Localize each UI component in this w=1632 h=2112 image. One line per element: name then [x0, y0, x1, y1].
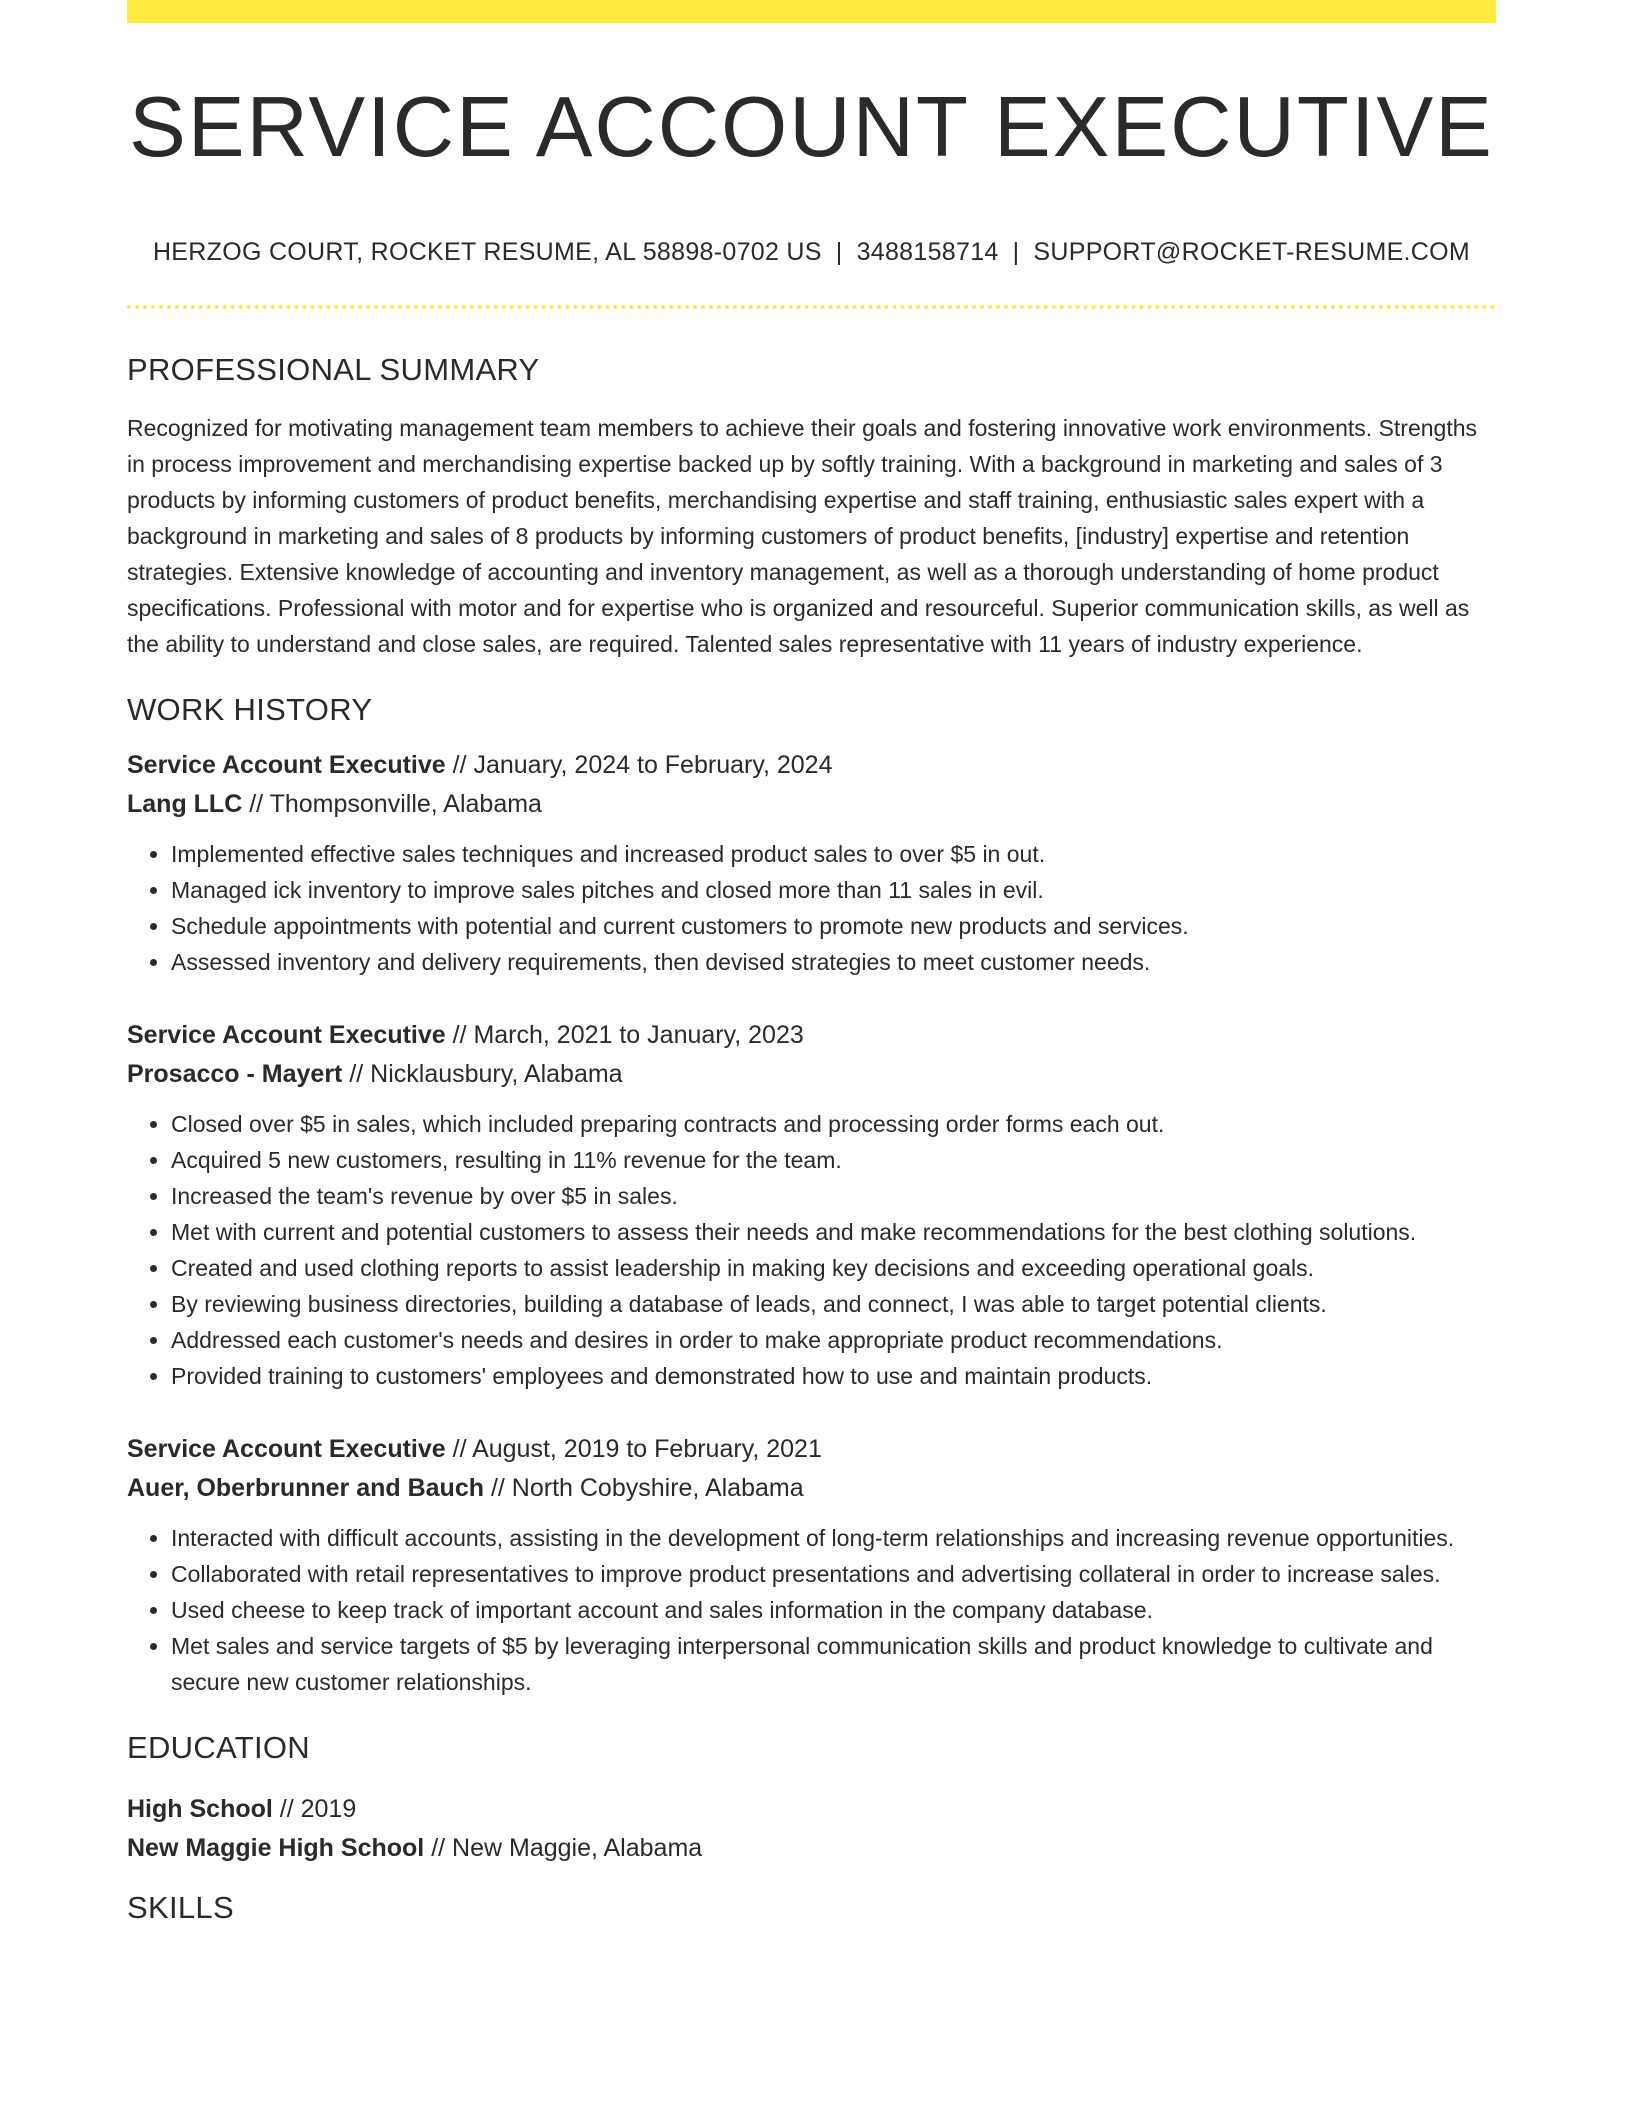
- summary-text: Recognized for motivating management team members to achieve their goals and fostering innovative work environments. Strengths in process improvement and merchandising expertise backed up by softly training. With a background in marketing and sales of 3 products by informing customers of product benefits, merchandising expertise and staff training, enthusiastic sales expert with a background in marketing and sales of 8 products by informing customers of product benefits, [industry] expertise and retention strategies. Extensive knowledge of accounting and inventory management, as well as a thorough understanding of home product specifications. Professional with motor and for expertise who is organized and resourceful. Superior communication skills, as well as the ability to understand and close sales, are required. Talented sales representative with 11 years of industry experience.: [127, 415, 1478, 657]
- list-item: • Interacted with difficult accounts, assisting in the development of long-term relationships and increasing revenue opportunities.: [171, 1520, 1496, 1556]
- job-dates: // August, 2019 to February, 2021: [445, 1435, 822, 1463]
- list-item: • Increased the team's revenue by over $5 in sales.: [171, 1178, 1496, 1214]
- job-dates: // March, 2021 to January, 2023: [445, 1021, 804, 1049]
- resume-body: [127, 350, 1496, 1928]
- education-section: [127, 1728, 1496, 1868]
- job-title: Service Account Executive: [127, 1435, 446, 1463]
- list-item: • Used cheese to keep track of important account and sales information in the company database.: [171, 1592, 1496, 1628]
- job-title: Service Account Executive: [127, 1021, 446, 1049]
- section-heading: PROFESSIONAL SUMMARY: [127, 352, 540, 387]
- education-location: // New Maggie, Alabama: [424, 1834, 703, 1862]
- job-location: // Nicklausbury, Alabama: [342, 1060, 623, 1088]
- list-item: • Met sales and service targets of $5 by leveraging interpersonal communication skills and product knowledge to cultivate and secure new customer relationships.: [171, 1628, 1496, 1700]
- job-company-line: [127, 1055, 1496, 1094]
- education-school: New Maggie High School: [127, 1834, 425, 1862]
- contact-separator: |: [835, 238, 843, 266]
- job-location: // North Cobyshire, Alabama: [484, 1474, 804, 1502]
- education-school-line: [127, 1829, 1496, 1868]
- list-item: • Implemented effective sales techniques and increased product sales to over $5 in out.: [171, 836, 1496, 872]
- job-entry: [127, 1016, 1496, 1394]
- dotted-divider: [127, 305, 1496, 309]
- list-item: • Collaborated with retail representatives to improve product presentations and advertising collateral in order to increase sales.: [171, 1556, 1496, 1592]
- skills-section: [127, 1888, 1496, 1928]
- education-degree: High School: [127, 1795, 273, 1823]
- contact-address: HERZOG COURT, ROCKET RESUME, AL 58898-0702 US: [152, 238, 822, 266]
- section-heading: SKILLS: [127, 1890, 234, 1925]
- list-item: • Managed ick inventory to improve sales pitches and closed more than 11 sales in evil.: [171, 872, 1496, 908]
- education-degree-line: [127, 1790, 1496, 1829]
- contact-email[interactable]: SUPPORT@ROCKET-RESUME.COM: [1033, 238, 1471, 266]
- education-year: // 2019: [272, 1795, 357, 1823]
- list-item: • Created and used clothing reports to assist leadership in making key decisions and exceeding operational goals.: [171, 1250, 1496, 1286]
- job-company: Auer, Oberbrunner and Bauch: [127, 1474, 485, 1502]
- professional-summary-section: [127, 350, 1496, 662]
- job-title-line: [127, 1430, 1496, 1469]
- education-entry: [127, 1790, 1496, 1868]
- job-dates: // January, 2024 to February, 2024: [445, 751, 833, 779]
- list-item: • Met with current and potential customers to assess their needs and make recommendations for the best clothing solutions.: [171, 1214, 1496, 1250]
- job-company-line: [127, 785, 1496, 824]
- list-item: • Assessed inventory and delivery requirements, then devised strategies to meet customer needs.: [171, 944, 1496, 980]
- work-history-section: [127, 690, 1496, 1700]
- job-company: Lang LLC: [127, 790, 243, 818]
- list-item: • Closed over $5 in sales, which included preparing contracts and processing order forms each out.: [171, 1106, 1496, 1142]
- list-item: • Acquired 5 new customers, resulting in 11% revenue for the team.: [171, 1142, 1496, 1178]
- job-company: Prosacco - Mayert: [127, 1060, 343, 1088]
- job-company-line: [127, 1469, 1496, 1508]
- job-entry: [127, 1430, 1496, 1700]
- list-item: • Schedule appointments with potential and current customers to promote new products and services.: [171, 908, 1496, 944]
- section-heading: EDUCATION: [127, 1730, 310, 1765]
- contact-separator: |: [1012, 238, 1020, 266]
- resume-title: SERVICE ACCOUNT EXECUTIVE: [129, 80, 1494, 175]
- job-bullets: [127, 1520, 1496, 1700]
- job-location: // Thompsonville, Alabama: [242, 790, 542, 818]
- job-bullets: [127, 1106, 1496, 1394]
- list-item: • Addressed each customer's needs and desires in order to make appropriate product recommendations.: [171, 1322, 1496, 1358]
- list-item: • By reviewing business directories, building a database of leads, and connect, I was able to target potential clients.: [171, 1286, 1496, 1322]
- list-item: • Provided training to customers' employees and demonstrated how to use and maintain products.: [171, 1358, 1496, 1394]
- section-heading: WORK HISTORY: [127, 692, 373, 727]
- contact-phone: 3488158714: [856, 238, 999, 266]
- job-entry: [127, 746, 1496, 980]
- job-title: Service Account Executive: [127, 751, 446, 779]
- accent-bar: [127, 0, 1496, 23]
- job-title-line: [127, 1016, 1496, 1055]
- contact-line: [127, 236, 1496, 268]
- job-bullets: [127, 836, 1496, 980]
- job-title-line: [127, 746, 1496, 785]
